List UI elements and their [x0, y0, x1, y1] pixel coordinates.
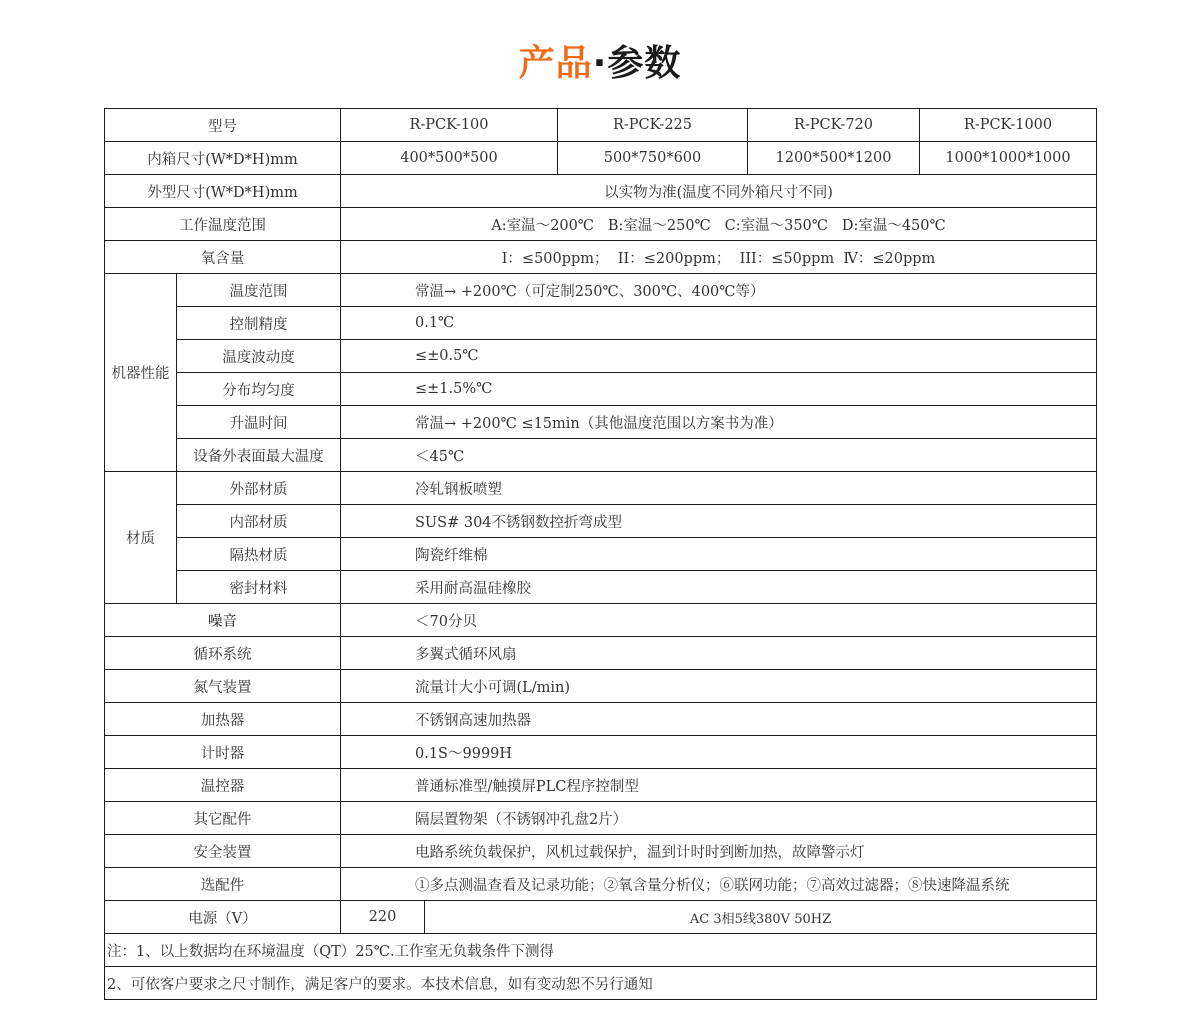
- row-value: 采用耐高温硅橡胶: [341, 571, 1097, 604]
- sub-label: 控制精度: [177, 307, 341, 340]
- table-row-work-temp: [105, 208, 1097, 241]
- sub-label: 升温时间: [177, 406, 341, 439]
- row-label: 外型尺寸(W*D*H)mm: [105, 175, 341, 208]
- table-row-controller: [105, 769, 1097, 802]
- title-separator: ·: [592, 43, 608, 84]
- table-row-performance: [105, 373, 1097, 406]
- row-label: 氮气装置: [105, 670, 341, 703]
- model-cell: R-PCK-1000: [920, 109, 1097, 142]
- row-value: 不锈钢高速加热器: [341, 703, 1097, 736]
- table-row-oxygen: [105, 241, 1097, 274]
- power-three-phase: AC 3相5线380V 50HZ: [425, 901, 1097, 934]
- inner-size-cell: 500*750*600: [558, 142, 748, 175]
- row-label: 型号: [105, 109, 341, 142]
- row-value: ≤±0.5℃: [341, 340, 1097, 373]
- sub-label: 内部材质: [177, 505, 341, 538]
- row-label: 其它配件: [105, 802, 341, 835]
- row-value: A:室温～200℃ B:室温～250℃ C:室温～350℃ D:室温～450℃: [341, 208, 1097, 241]
- row-value: 0.1S～9999H: [341, 736, 1097, 769]
- note-text: 2、可依客户要求之尺寸制作，满足客户的要求。本技术信息，如有变动恕不另行通知: [105, 967, 1097, 1000]
- table-row-heater: [105, 703, 1097, 736]
- row-label: 氧含量: [105, 241, 341, 274]
- table-row-noise: [105, 604, 1097, 637]
- table-row-model: [105, 109, 1097, 142]
- row-label: 温控器: [105, 769, 341, 802]
- sub-label: 温度范围: [177, 274, 341, 307]
- row-value: 普通标准型/触摸屏PLC程序控制型: [341, 769, 1097, 802]
- table-row-material: [105, 538, 1097, 571]
- model-cell: R-PCK-720: [748, 109, 920, 142]
- table-row-circulation: [105, 637, 1097, 670]
- page-title: [0, 40, 1200, 88]
- table-row-performance: [105, 307, 1097, 340]
- table-row-nitrogen: [105, 670, 1097, 703]
- row-value: ①多点测温查看及记录功能；②氧含量分析仪；⑥联网功能；⑦高效过滤器；⑧快速降温系统: [341, 868, 1097, 901]
- row-label: 噪音: [105, 604, 341, 637]
- table-row-note: [105, 967, 1097, 1000]
- row-value: SUS# 304不锈钢数控折弯成型: [341, 505, 1097, 538]
- table-row-performance: [105, 439, 1097, 472]
- row-label: 加热器: [105, 703, 341, 736]
- row-label: 电源（V）: [105, 901, 341, 934]
- row-label: 循环系统: [105, 637, 341, 670]
- table-row-options: [105, 868, 1097, 901]
- table-row-note: [105, 934, 1097, 967]
- title-dark: 参数: [607, 43, 682, 84]
- row-value: 电路系统负载保护，风机过载保护，温到计时时到断加热，故障警示灯: [341, 835, 1097, 868]
- sub-label: 分布均匀度: [177, 373, 341, 406]
- table-row-timer: [105, 736, 1097, 769]
- row-value: I：≤500ppm； II：≤200ppm； III：≤50ppm Ⅳ：≤20ppm: [341, 241, 1097, 274]
- model-cell: R-PCK-100: [341, 109, 558, 142]
- group-label-performance: 机器性能: [105, 274, 177, 472]
- row-value: 常温→ +200℃ ≤15min（其他温度范围以方案书为准）: [341, 406, 1097, 439]
- row-label: 计时器: [105, 736, 341, 769]
- table-row-material: [105, 505, 1097, 538]
- table-row-material: [105, 571, 1097, 604]
- row-value: 多翼式循环风扇: [341, 637, 1097, 670]
- group-label-material: 材质: [105, 472, 177, 604]
- sub-label: 温度波动度: [177, 340, 341, 373]
- table-row-safety: [105, 835, 1097, 868]
- row-value: 隔层置物架（不锈钢冲孔盘2片）: [341, 802, 1097, 835]
- sub-label: 隔热材质: [177, 538, 341, 571]
- row-value: 流量计大小可调(L/min): [341, 670, 1097, 703]
- row-value: ＜45℃: [341, 439, 1097, 472]
- table-row-performance: [105, 406, 1097, 439]
- sub-label: 外部材质: [177, 472, 341, 505]
- row-label: 选配件: [105, 868, 341, 901]
- row-value: 冷轧钢板喷塑: [341, 472, 1097, 505]
- row-value: 以实物为准(温度不同外箱尺寸不同): [341, 175, 1097, 208]
- inner-size-cell: 400*500*500: [341, 142, 558, 175]
- row-value: ≤±1.5%℃: [341, 373, 1097, 406]
- model-cell: R-PCK-225: [558, 109, 748, 142]
- row-label: 内箱尺寸(W*D*H)mm: [105, 142, 341, 175]
- row-value: ＜70分贝: [341, 604, 1097, 637]
- table-row-performance: [105, 274, 1097, 307]
- table-row-material: [105, 472, 1097, 505]
- table-row-inner-size: [105, 142, 1097, 175]
- row-label: 工作温度范围: [105, 208, 341, 241]
- title-accent: 产品: [518, 43, 593, 84]
- row-value: 陶瓷纤维棉: [341, 538, 1097, 571]
- power-single-phase: 220: [341, 901, 425, 934]
- table-row-performance: [105, 340, 1097, 373]
- spec-table: [104, 108, 1097, 1000]
- row-value: 0.1℃: [341, 307, 1097, 340]
- row-value: 常温→ +200℃（可定制250℃、300℃、400℃等）: [341, 274, 1097, 307]
- inner-size-cell: 1000*1000*1000: [920, 142, 1097, 175]
- row-label: 安全装置: [105, 835, 341, 868]
- sub-label: 密封材料: [177, 571, 341, 604]
- inner-size-cell: 1200*500*1200: [748, 142, 920, 175]
- table-row-outer-size: [105, 175, 1097, 208]
- table-row-power: [105, 901, 1097, 934]
- sub-label: 设备外表面最大温度: [177, 439, 341, 472]
- table-row-accessories: [105, 802, 1097, 835]
- note-text: 注：1、以上数据均在环境温度（QT）25℃.工作室无负载条件下测得: [105, 934, 1097, 967]
